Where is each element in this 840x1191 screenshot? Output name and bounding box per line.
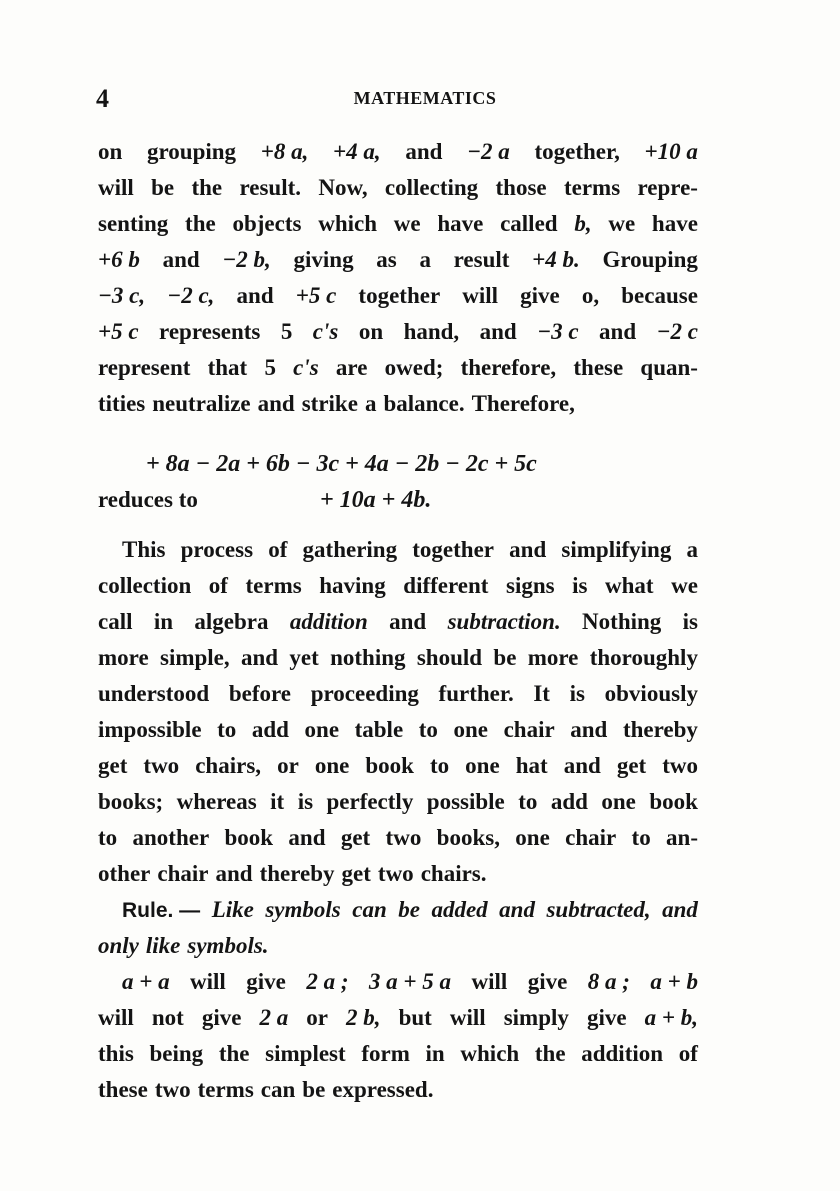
text-line (98, 1036, 698, 1072)
word: having (319, 573, 386, 598)
word: books; (98, 789, 164, 814)
word: impossible (98, 717, 202, 742)
word: we (671, 573, 698, 598)
word: one (465, 753, 500, 778)
word: a (686, 537, 698, 562)
word: terms (197, 1077, 254, 1102)
word: to (518, 789, 538, 814)
word: a + a (122, 969, 170, 994)
word: these (573, 355, 624, 380)
word: of (208, 573, 228, 598)
text-line (98, 712, 698, 748)
word: and (389, 609, 427, 634)
word: simple, (160, 645, 230, 670)
word: a + b, (644, 1005, 698, 1030)
word: on (358, 319, 384, 344)
text-line (98, 640, 698, 676)
word: owed; (384, 355, 444, 380)
word: book (649, 789, 698, 814)
word: senting (98, 211, 169, 236)
word: thoroughly (589, 645, 698, 670)
word: book (365, 753, 414, 778)
word: represent (98, 355, 191, 380)
word: possible (426, 789, 505, 814)
word: together (412, 537, 494, 562)
word: and (479, 319, 517, 344)
rule-statement (98, 892, 698, 964)
text-line (98, 350, 698, 386)
word: together, (534, 139, 620, 164)
word: hand, (403, 319, 460, 344)
word: one (601, 789, 636, 814)
word: be (151, 175, 175, 200)
word: in (425, 1041, 445, 1066)
word: gathering (302, 537, 398, 562)
word: +10 a (644, 139, 698, 164)
word: table (354, 717, 404, 742)
word: algebra (194, 609, 269, 634)
word: addition (289, 609, 368, 634)
word: 2 a (259, 1005, 289, 1030)
word: or (277, 753, 299, 778)
word: repre- (637, 175, 698, 200)
word: 5 (264, 355, 276, 380)
word: collection (98, 573, 192, 598)
word: obviously (604, 681, 698, 706)
word: to (429, 753, 450, 778)
word: on (98, 139, 123, 164)
word: book (224, 825, 274, 850)
word: get (98, 753, 128, 778)
running-title: MATHEMATICS (353, 88, 497, 108)
word: get (616, 753, 647, 778)
text-line (98, 856, 698, 892)
word: tities (98, 391, 146, 416)
text-line (98, 1072, 698, 1108)
word: is (572, 573, 588, 598)
word: we (393, 211, 421, 236)
text-line (98, 206, 698, 242)
word: only (98, 933, 139, 958)
word: can (352, 897, 387, 922)
word: is (682, 609, 698, 634)
equation-result: + 10a + 4b. (320, 487, 432, 513)
word: to (98, 825, 118, 850)
word: grouping (146, 139, 237, 164)
word: or (306, 1005, 328, 1030)
word: get (340, 825, 371, 850)
word: It (533, 681, 550, 706)
word: thereby (259, 861, 335, 886)
reduces-line (98, 482, 698, 518)
word: +5 c (98, 319, 139, 344)
word: 2 a ; (306, 969, 349, 994)
word: simplifying (561, 537, 672, 562)
word: get (341, 861, 371, 886)
word: called (500, 211, 558, 236)
word: This (122, 537, 166, 562)
word: proceeding (310, 681, 419, 706)
word: thereby (622, 717, 698, 742)
word: Grouping (602, 247, 698, 272)
word: 2 b, (346, 1005, 381, 1030)
word: perfectly (326, 789, 414, 814)
word: of (268, 537, 288, 562)
word: simply (503, 1005, 569, 1030)
word: different (403, 573, 489, 598)
word: that (207, 355, 248, 380)
word: two (662, 753, 698, 778)
text-line (98, 676, 698, 712)
word: call (98, 609, 133, 634)
word: is (569, 681, 585, 706)
reduces-label: reduces to (98, 487, 198, 512)
word: terms (245, 573, 302, 598)
word: o, (581, 283, 600, 308)
word: Nothing (582, 609, 662, 634)
text-line (98, 1000, 698, 1036)
word: of (678, 1041, 698, 1066)
word: Now, (318, 175, 368, 200)
text-line (98, 242, 698, 278)
word: chairs, (195, 753, 262, 778)
word: symbols (265, 897, 341, 922)
word: which (318, 211, 377, 236)
word: should (416, 645, 483, 670)
word: +4 b. (532, 247, 580, 272)
word: before (228, 681, 292, 706)
text-line (98, 748, 698, 784)
text-line (98, 964, 698, 1000)
word: not (151, 1005, 184, 1030)
word: be (398, 897, 420, 922)
word: giving (293, 247, 354, 272)
word: expressed. (332, 1077, 434, 1102)
word: together (358, 283, 441, 308)
word: simplest (265, 1041, 346, 1066)
word: b, (574, 211, 592, 236)
word: form (361, 1041, 410, 1066)
word: a (419, 247, 431, 272)
word: those (495, 175, 547, 200)
word: process (180, 537, 254, 562)
text-line (98, 170, 698, 206)
word: books, (436, 825, 500, 850)
text-line (98, 278, 698, 314)
word: the (534, 1041, 566, 1066)
word: 3 a + 5 a (368, 969, 452, 994)
word: these (98, 1077, 148, 1102)
word: like (145, 933, 181, 958)
word: balance. (383, 391, 465, 416)
word: the (191, 175, 223, 200)
text-line (98, 386, 698, 422)
text-line (98, 892, 698, 928)
paragraph-examples (98, 964, 698, 1108)
word: whereas (176, 789, 257, 814)
word: a (364, 391, 377, 416)
word: give (201, 1005, 242, 1030)
word: result (453, 247, 510, 272)
word: chairs. (420, 861, 487, 886)
word: chair (565, 825, 617, 850)
word: and (288, 825, 326, 850)
word: because (621, 283, 698, 308)
word: result. (239, 175, 302, 200)
word: −3 c, (98, 283, 146, 308)
word: therefore, (460, 355, 557, 380)
word: signs (506, 573, 555, 598)
word: collecting (384, 175, 479, 200)
word: +8 a, (260, 139, 309, 164)
word: two (143, 753, 180, 778)
text-line (98, 134, 698, 170)
word: added (431, 897, 488, 922)
word: will (98, 175, 134, 200)
word: subtracted, (546, 897, 651, 922)
word: one (304, 717, 340, 742)
word: and (509, 537, 547, 562)
word: and (236, 283, 274, 308)
word: and (662, 897, 698, 922)
word: −3 c (537, 319, 579, 344)
word: more (98, 645, 149, 670)
word: two (385, 825, 422, 850)
word: which (460, 1041, 520, 1066)
word: have (437, 211, 484, 236)
word: being (149, 1041, 204, 1066)
word: c's (312, 319, 339, 344)
word: will (190, 969, 226, 994)
word: subtraction. (447, 609, 561, 634)
word: and (257, 391, 295, 416)
word: and (499, 897, 535, 922)
word: nothing (330, 645, 406, 670)
word: is (297, 789, 314, 814)
text-line (98, 532, 698, 568)
word: Therefore, (471, 391, 575, 416)
word: are (335, 355, 368, 380)
word: and (599, 319, 637, 344)
word: give (586, 1005, 627, 1030)
word: to (631, 825, 651, 850)
word: to (217, 717, 237, 742)
text-line (98, 928, 698, 964)
word: addition (581, 1041, 664, 1066)
word: another (132, 825, 210, 850)
word: terms (563, 175, 621, 200)
word: one (515, 825, 550, 850)
word: 5 (280, 319, 293, 344)
word: +4 a, (333, 139, 381, 164)
word: +6 b (98, 247, 140, 272)
word: chair (503, 717, 555, 742)
word: be (302, 1077, 326, 1102)
word: and (570, 717, 608, 742)
word: we (608, 211, 636, 236)
equation-block (98, 446, 698, 518)
text-line (98, 314, 698, 350)
word: and (240, 645, 279, 670)
word: a + b (650, 969, 698, 994)
word: yet (289, 645, 319, 670)
word: can (260, 1077, 296, 1102)
word: to (418, 717, 438, 742)
page-number: 4 (96, 84, 109, 113)
word: Like (211, 897, 254, 922)
text-line (98, 784, 698, 820)
word: hat (515, 753, 548, 778)
word: two (377, 861, 414, 886)
word: symbols. (187, 933, 269, 958)
text-line (98, 568, 698, 604)
word: and (215, 861, 253, 886)
word: give (520, 283, 560, 308)
paragraph-grouping (98, 134, 698, 422)
word: give (246, 969, 286, 994)
word: as (376, 247, 397, 272)
word: −2 b, (222, 247, 271, 272)
word: represents (159, 319, 261, 344)
word: it (270, 789, 285, 814)
word: 8 a ; (587, 969, 630, 994)
word: the (185, 211, 216, 236)
word: this (98, 1041, 134, 1066)
word: +5 c (295, 283, 337, 308)
word: have (651, 211, 698, 236)
word: objects (232, 211, 302, 236)
word: one (453, 717, 488, 742)
paragraph-addition-subtraction (98, 532, 698, 892)
word: c's (293, 355, 319, 380)
word: and (563, 753, 601, 778)
word: but (398, 1005, 432, 1030)
word: will (471, 969, 508, 994)
word: add (251, 717, 289, 742)
word: will (462, 283, 499, 308)
text-line (98, 820, 698, 856)
word: and (405, 139, 443, 164)
equation-expression: + 8a − 2a + 6b − 3c + 4a − 2b − 2c + 5c (146, 451, 537, 477)
word: what (605, 573, 654, 598)
word: more (527, 645, 579, 670)
word: −2 c, (167, 283, 215, 308)
word: an- (666, 825, 698, 850)
word: −2 c (656, 319, 698, 344)
word: understood (98, 681, 210, 706)
word: in (153, 609, 174, 634)
word: will (98, 1005, 134, 1030)
word: add (550, 789, 588, 814)
word: one (314, 753, 350, 778)
word: will (449, 1005, 486, 1030)
word: chair (157, 861, 209, 886)
word: the (218, 1041, 250, 1066)
word: two (154, 1077, 191, 1102)
word: quan- (640, 355, 698, 380)
word: further. (438, 681, 514, 706)
word: strike (301, 391, 358, 416)
word: neutralize (152, 391, 251, 416)
text-line (98, 604, 698, 640)
word: −2 a (467, 139, 510, 164)
word: Rule. — (122, 899, 201, 922)
word: and (162, 247, 200, 272)
word: other (98, 861, 151, 886)
word: give (527, 969, 568, 994)
word: be (493, 645, 517, 670)
